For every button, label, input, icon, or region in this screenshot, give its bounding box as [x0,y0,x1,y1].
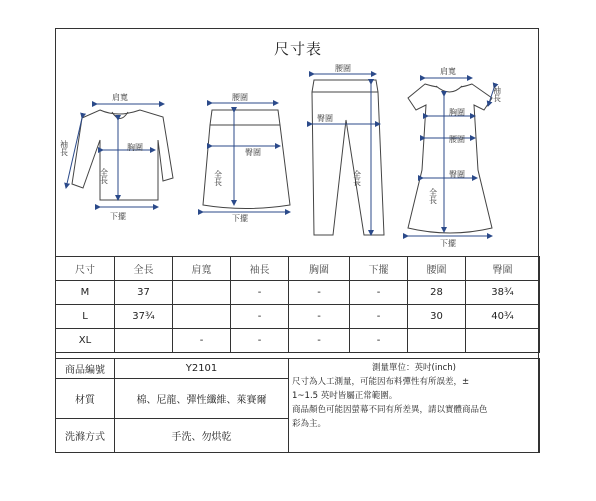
hip-cell: 40¾ [466,305,540,329]
note-line-2: 1~1.5 英吋皆屬正常範圍。 [292,391,398,401]
size-cell: L [56,305,115,329]
hem-cell: - [350,281,408,305]
header-sleeve: 袖長 [231,257,289,281]
dress-diagram [408,84,492,233]
material-value: 棉、尼龍、彈性纖維、萊賽爾 [115,379,289,419]
hem-cell: - [350,305,408,329]
wash-label: 洗滌方式 [56,419,115,453]
header-waist: 腰圍 [408,257,466,281]
pants-diagram [312,80,384,235]
shoulder-cell [173,281,231,305]
dress-length-label: 全長 [428,188,438,204]
waist-cell [408,329,466,353]
hip-cell [466,329,540,353]
size-table-header [56,257,540,281]
pants-length-label: 全長 [352,170,362,186]
header-chest: 胸圍 [289,257,350,281]
header-hem: 下擺 [350,257,408,281]
unit-note: 測量單位：英吋(inch) [372,363,456,373]
dress-chest-label: 胸圍 [449,108,465,117]
material-label: 材質 [56,379,115,419]
pants-hip-label: 臀圍 [317,114,333,123]
top-length-label: 全長 [99,168,109,184]
size-cell: XL [56,329,115,353]
top-chest-label: 胸圍 [127,143,143,152]
waist-cell: 28 [408,281,466,305]
hip-cell: 38¾ [466,281,540,305]
header-size: 尺寸 [56,257,115,281]
hem-cell: - [350,329,408,353]
skirt-diagram [203,110,290,209]
waist-cell: 30 [408,305,466,329]
dress-shoulder-label: 肩寬 [440,67,456,76]
skirt-waist-label: 腰圍 [232,93,248,102]
note-line-1: 尺寸為人工測量，可能因布料彈性有所誤差，± [292,377,470,387]
measurement-notes [289,359,540,453]
chest-cell: - [289,305,350,329]
product-code-value: Y2101 [115,359,289,379]
size-cell: M [56,281,115,305]
shoulder-cell: - [173,329,231,353]
chest-cell: - [289,329,350,353]
size-table [55,256,540,353]
skirt-hem-label: 下擺 [232,214,248,223]
top-hem-label: 下擺 [110,212,126,221]
shoulder-cell [173,305,231,329]
dress-hip-label: 臀圍 [449,170,465,179]
wash-value: 手洗、勿烘乾 [115,419,289,453]
table-row [56,281,540,305]
header-length: 全長 [115,257,173,281]
product-code-label: 商品編號 [56,359,115,379]
product-info-table [55,358,540,453]
note-line-4: 彩為主。 [292,419,327,429]
sleeve-cell: - [231,305,289,329]
chart-title: 尺寸表 [273,40,322,58]
dress-hem-label: 下擺 [440,239,456,248]
sleeve-cell: - [231,329,289,353]
header-hip: 臀圍 [466,257,540,281]
top-diagram [72,110,173,200]
length-cell: 37¾ [115,305,173,329]
table-row [56,329,540,353]
header-shoulder: 肩寬 [173,257,231,281]
table-row [56,305,540,329]
note-line-3: 商品顏色可能因螢幕不同有所差異，請以實體商品色 [292,405,488,415]
dress-waist-label: 腰圍 [449,135,465,144]
chest-cell: - [289,281,350,305]
length-cell: 37 [115,281,173,305]
dress-sleeve-label: 袖長 [492,86,502,102]
pants-waist-label: 腰圍 [335,64,351,73]
sleeve-cell: - [231,281,289,305]
top-sleeve-label: 袖長 [59,140,69,156]
length-cell [115,329,173,353]
top-shoulder-label: 肩寬 [112,93,128,102]
skirt-length-label: 全長 [213,170,223,186]
skirt-hip-label: 臀圍 [245,148,261,157]
